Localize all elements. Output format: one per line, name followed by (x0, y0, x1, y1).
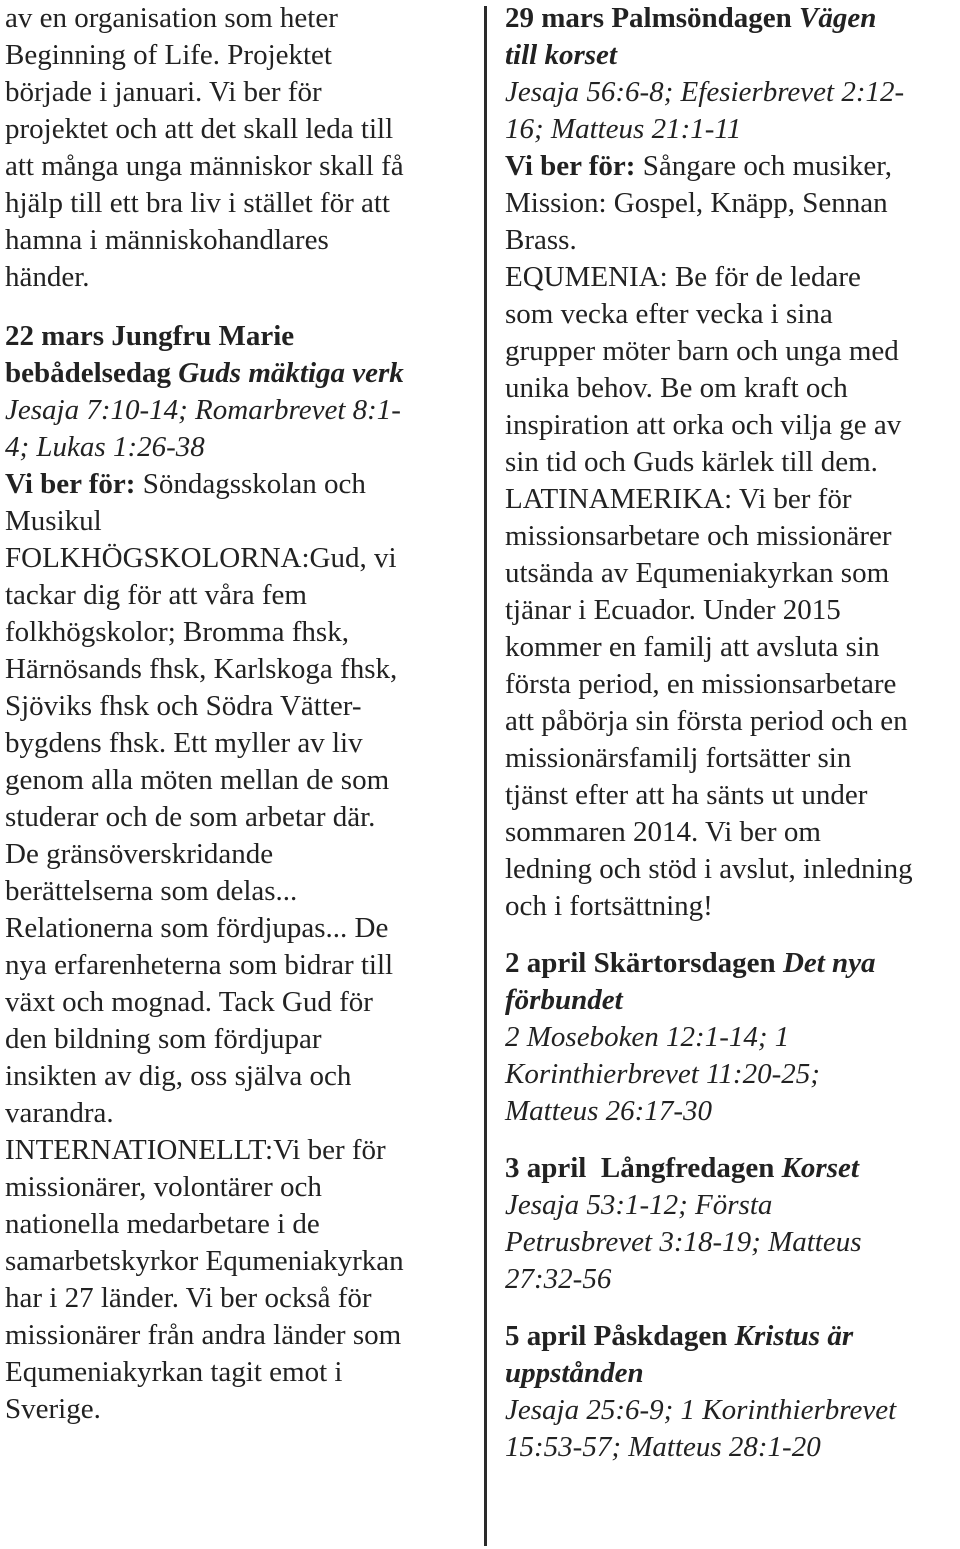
entry-heading-theme: Guds mäktiga verk (178, 357, 404, 389)
body-line: nya erfarenheterna som bidrar till (5, 949, 394, 981)
reading-line: Korinthierbrevet 11:20-25; (505, 1058, 820, 1090)
body-line: att påbörja sin första period och en (505, 705, 908, 737)
body-line: kommer en familj att avsluta sin (505, 631, 880, 663)
intro-line: hjälp till ett bra liv i stället för att (5, 187, 390, 219)
body-line: genom alla möten mellan de som (5, 764, 390, 796)
entry-heading (505, 1150, 955, 1187)
prayer-label: Vi ber för: (505, 150, 636, 182)
intro-paragraph (5, 0, 471, 296)
entry-29-mars (505, 0, 955, 925)
body-line: grupper möter barn och unga med (505, 335, 899, 367)
body-line: Equmeniakyrkan tagit emot i (5, 1356, 343, 1388)
entry-heading: 22 mars Jungfru Marie (5, 320, 295, 352)
entry-heading-theme: förbundet (505, 984, 623, 1016)
reading-line: 2 Moseboken 12:1-14; 1 (505, 1021, 790, 1053)
body-line: växt och mognad. Tack Gud för (5, 986, 373, 1018)
body-line: missionärer från andra länder som (5, 1319, 402, 1351)
body-line: tjänar i Ecuador. Under 2015 (505, 594, 841, 626)
reading-line: 4; Lukas 1:26-38 (5, 431, 205, 463)
entry-heading (505, 945, 955, 982)
reading-line: 15:53-57; Matteus 28:1-20 (505, 1431, 821, 1463)
body-line: missionärer, volontärer och (5, 1171, 322, 1203)
body-line: missionsarbetare och missionärer (505, 520, 892, 552)
reading-line: Jesaja 56:6-8; Efesierbrevet 2:12- (505, 76, 905, 108)
reading-line: Matteus 26:17-30 (505, 1095, 712, 1127)
body-line: inspiration att orka och vilja ge av (505, 409, 902, 441)
body-line: första period, en missionsarbetare (505, 668, 897, 700)
body-line: och i fortsättning! (505, 890, 713, 922)
prayer-line (5, 466, 471, 503)
body-line: Relationerna som fördjupas... De (5, 912, 389, 944)
body-line: insikten av dig, oss själva och (5, 1060, 352, 1092)
entry-3-april (505, 1150, 955, 1298)
body-line: nationella medarbetare i de (5, 1208, 320, 1240)
left-column (5, 0, 471, 1428)
reading-line: Petrusbrevet 3:18-19; Matteus (505, 1226, 862, 1258)
body-line: folkhögskolor; Bromma fhsk, (5, 616, 349, 648)
intro-line: projektet och att det skall leda till (5, 113, 394, 145)
body-line: LATINAMERIKA: Vi ber för (505, 483, 852, 515)
body-line: sin tid och Guds kärlek till dem. (505, 446, 878, 478)
body-line: berättelserna som delas... (5, 875, 298, 907)
prayer-text: Söndagsskolan och (135, 468, 366, 500)
reading-line: Jesaja 7:10-14; Romarbrevet 8:1- (5, 394, 401, 426)
body-line: Härnösands fhsk, Karlskoga fhsk, (5, 653, 398, 685)
body-line: FOLKHÖGSKOLORNA:Gud, vi (5, 542, 397, 574)
entry-heading-theme: Korset (781, 1152, 859, 1184)
intro-line: att många unga människor skall få (5, 150, 404, 182)
column-divider (484, 6, 487, 1546)
reading-line: Jesaja 53:1-12; Första (505, 1189, 773, 1221)
body-line: tackar dig för att våra fem (5, 579, 307, 611)
entry-heading-bold: 3 april Långfredagen (505, 1152, 782, 1184)
entry-heading-bold: bebådelsedag (5, 357, 179, 389)
prayer-line (505, 148, 955, 185)
body-line: unika behov. Be om kraft och (505, 372, 848, 404)
entry-heading-theme: uppstånden (505, 1357, 644, 1389)
body-line: De gränsöverskridande (5, 838, 274, 870)
entry-heading-theme: Det nya (782, 947, 876, 979)
intro-line: Beginning of Life. Projektet (5, 39, 332, 71)
right-column (505, 0, 955, 1466)
intro-line: hamna i människohandlares (5, 224, 329, 256)
body-line: missionärsfamilj fortsätter sin (505, 742, 852, 774)
body-line: Mission: Gospel, Knäpp, Sennan (505, 187, 888, 219)
body-line: INTERNATIONELLT:Vi ber för (5, 1134, 386, 1166)
body-line: Brass. (505, 224, 577, 256)
entry-heading-theme: till korset (505, 39, 617, 71)
entry-heading-theme: Kristus är (734, 1320, 854, 1352)
body-line: sommaren 2014. Vi ber om (505, 816, 821, 848)
body-line: ledning och stöd i avslut, inledning (505, 853, 913, 885)
intro-line: av en organisation som heter (5, 2, 338, 34)
reading-line: Jesaja 25:6-9; 1 Korinthierbrevet (505, 1394, 897, 1426)
entry-heading-bold: 2 april Skärtorsdagen (505, 947, 783, 979)
body-line: varandra. (5, 1097, 114, 1129)
prayer-text: Sångare och musiker, (635, 150, 893, 182)
entry-22-mars (5, 318, 471, 1428)
body-line: Sjöviks fhsk och Södra Vätter- (5, 690, 362, 722)
body-line: Sverige. (5, 1393, 101, 1425)
body-line: som vecka efter vecka i sina (505, 298, 833, 330)
body-line: bygdens fhsk. Ett myller av liv (5, 727, 363, 759)
body-line: Musikul (5, 505, 102, 537)
entry-heading-bold: 5 april Påskdagen (505, 1320, 735, 1352)
body-line: tjänst efter att ha sänts ut under (505, 779, 868, 811)
body-line: utsända av Equmeniakyrkan som (505, 557, 890, 589)
entry-heading (505, 1318, 955, 1355)
body-line: studerar och de som arbetar där. (5, 801, 376, 833)
entry-2-april (505, 945, 955, 1130)
intro-line: händer. (5, 261, 90, 293)
prayer-label: Vi ber för: (5, 468, 136, 500)
body-line: EQUMENIA: Be för de ledare (505, 261, 861, 293)
entry-heading (5, 355, 471, 392)
entry-heading (505, 0, 955, 37)
entry-5-april (505, 1318, 955, 1466)
body-line: har i 27 länder. Vi ber också för (5, 1282, 372, 1314)
reading-line: 16; Matteus 21:1-11 (505, 113, 742, 145)
entry-heading-theme: Vägen (799, 2, 877, 34)
body-line: samarbetskyrkor Equmeniakyrkan (5, 1245, 404, 1277)
body-line: den bildning som fördjupar (5, 1023, 322, 1055)
intro-line: började i januari. Vi ber för (5, 76, 322, 108)
reading-line: 27:32-56 (505, 1263, 612, 1295)
entry-heading-bold: 29 mars Palmsöndagen (505, 2, 800, 34)
